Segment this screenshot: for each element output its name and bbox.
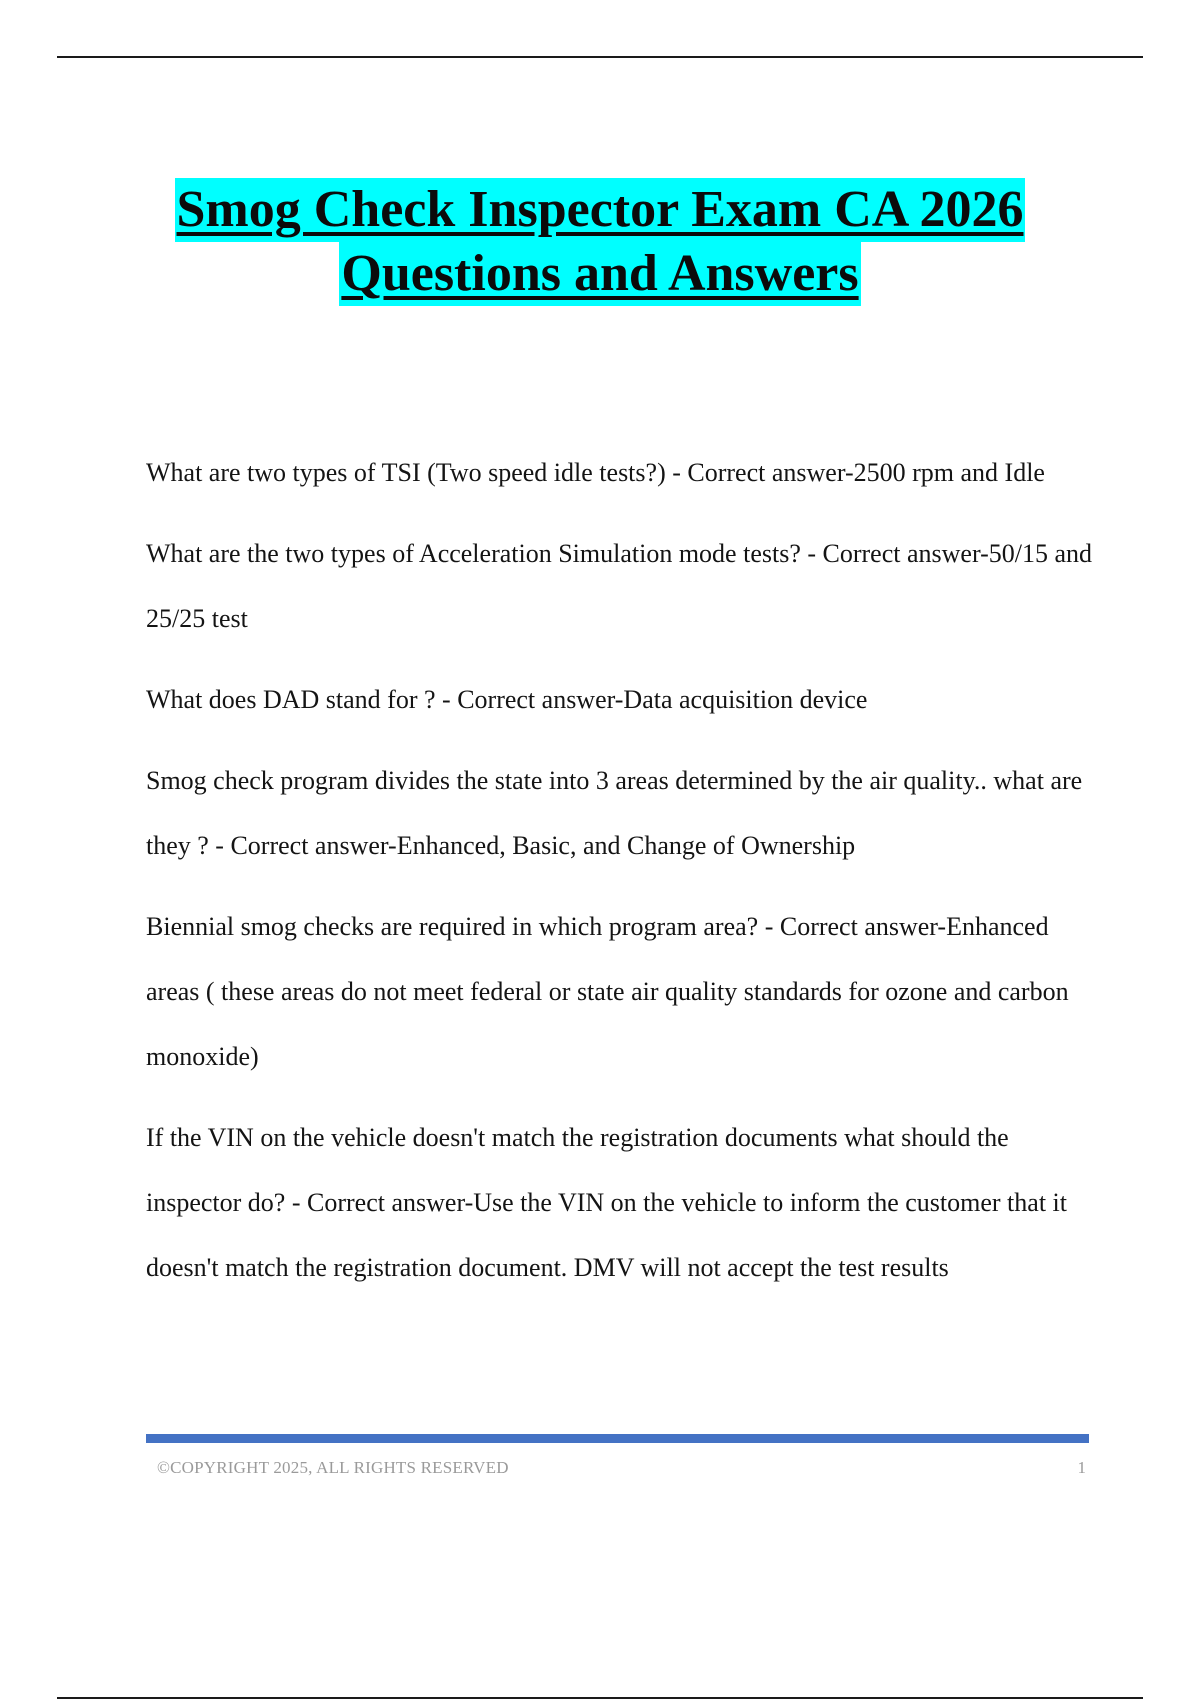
title-line-2: Questions and Answers [339,242,860,306]
document-title [0,178,1200,306]
qa-item: Smog check program divides the state into 3 areas determined by the air quality.. what are they ? - Correct answer-Enhanced, Basic, and Change of Ownership [146,766,1083,860]
qa-item: If the VIN on the vehicle doesn't match the registration documents what should the inspector do? - Correct answer-Use the VIN on the vehicle to inform the customer that it doesn't match the registration document. DMV will not accept the test results [146,1123,1067,1282]
footer-bar [146,1434,1089,1443]
bottom-rule [57,1697,1143,1699]
qa-list [146,440,1096,1316]
qa-item: What does DAD stand for ? - Correct answer-Data acquisition device [146,685,868,714]
footer-copyright: ©COPYRIGHT 2025, ALL RIGHTS RESERVED [157,1458,509,1477]
top-rule [57,56,1143,58]
page-number: 1 [1077,1458,1086,1477]
title-line-1: Smog Check Inspector Exam CA 2026 [175,178,1026,242]
qa-item: Biennial smog checks are required in which program area? - Correct answer-Enhanced areas ( these areas do not meet federal or state air quality standards for ozone and carbon monoxide) [146,912,1069,1071]
qa-item: What are the two types of Acceleration Simulation mode tests? - Correct answer-50/15 and 25/25 test [146,539,1093,633]
qa-item: What are two types of TSI (Two speed idle tests?) - Correct answer-2500 rpm and Idle [146,458,1045,487]
